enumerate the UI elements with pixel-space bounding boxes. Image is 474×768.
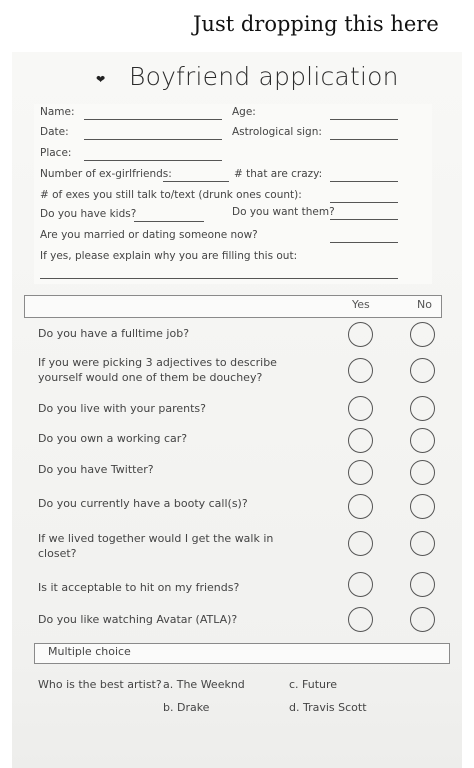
- exes-talk-label: # of exes you still talk to/text (drunk ones count):: [40, 189, 302, 201]
- closet-yes-radio[interactable]: [348, 531, 373, 556]
- question-avatar: Do you like watching Avatar (ATLA)?: [38, 613, 238, 626]
- yes-no-header-bar: [24, 295, 442, 318]
- question-live-with-parents: Do you live with your parents?: [38, 402, 206, 415]
- fulltime-job-yes-radio[interactable]: [348, 322, 373, 347]
- question-twitter: Do you have Twitter?: [38, 463, 154, 476]
- astrological-sign-line[interactable]: [330, 139, 398, 140]
- crazy-label: # that are crazy:: [234, 168, 323, 180]
- no-column-header: No: [417, 298, 432, 311]
- explain-line[interactable]: [40, 278, 398, 279]
- astrological-sign-label: Astrological sign:: [232, 126, 322, 138]
- avatar-no-radio[interactable]: [410, 607, 435, 632]
- artist-question: Who is the best artist?: [38, 678, 162, 691]
- married-label: Are you married or dating someone now?: [40, 229, 258, 241]
- place-label: Place:: [40, 147, 72, 159]
- parents-no-radio[interactable]: [410, 396, 435, 421]
- booty-call-no-radio[interactable]: [410, 494, 435, 519]
- name-line[interactable]: [84, 119, 222, 120]
- twitter-yes-radio[interactable]: [348, 460, 373, 485]
- date-label: Date:: [40, 126, 69, 138]
- multiple-choice-label: Multiple choice: [48, 645, 131, 658]
- question-walk-in-closet-line2: closet?: [38, 547, 77, 560]
- place-line[interactable]: [84, 160, 222, 161]
- question-hit-on-friends: Is it acceptable to hit on my friends?: [38, 581, 240, 594]
- twitter-no-radio[interactable]: [410, 460, 435, 485]
- car-yes-radio[interactable]: [348, 428, 373, 453]
- question-fulltime-job: Do you have a fulltime job?: [38, 327, 190, 340]
- douchey-yes-radio[interactable]: [348, 358, 373, 383]
- avatar-yes-radio[interactable]: [348, 607, 373, 632]
- closet-no-radio[interactable]: [410, 531, 435, 556]
- have-kids-label: Do you have kids?: [40, 208, 137, 220]
- married-line[interactable]: [330, 242, 398, 243]
- have-kids-line[interactable]: [134, 221, 204, 222]
- name-label: Name:: [40, 106, 75, 118]
- douchey-no-radio[interactable]: [410, 358, 435, 383]
- question-adjectives-line2: yourself would one of them be douchey?: [38, 371, 263, 384]
- question-walk-in-closet-line1: If we lived together would I get the walk in: [38, 532, 274, 545]
- yes-column-header: Yes: [352, 298, 370, 311]
- date-line[interactable]: [84, 139, 222, 140]
- parents-yes-radio[interactable]: [348, 396, 373, 421]
- form-title: Boyfriend application: [129, 62, 399, 91]
- booty-call-yes-radio[interactable]: [348, 494, 373, 519]
- fulltime-job-no-radio[interactable]: [410, 322, 435, 347]
- want-kids-label: Do you want them?: [232, 206, 335, 218]
- exes-talk-line[interactable]: [330, 202, 398, 203]
- want-kids-line[interactable]: [330, 219, 398, 220]
- option-c[interactable]: c. Future: [289, 678, 338, 691]
- age-line[interactable]: [330, 119, 398, 120]
- story-caption: Just dropping this here: [193, 12, 439, 36]
- friends-yes-radio[interactable]: [348, 572, 373, 597]
- crazy-line[interactable]: [330, 181, 398, 182]
- ex-girlfriends-label: Number of ex-girlfriends:: [40, 168, 172, 180]
- question-adjectives-line1: If you were picking 3 adjectives to describe: [38, 356, 277, 369]
- option-b[interactable]: b. Drake: [163, 701, 210, 714]
- age-label: Age:: [232, 106, 256, 118]
- question-booty-call: Do you currently have a booty call(s)?: [38, 497, 248, 510]
- ex-girlfriends-line[interactable]: [163, 181, 229, 182]
- car-no-radio[interactable]: [410, 428, 435, 453]
- friends-no-radio[interactable]: [410, 572, 435, 597]
- question-working-car: Do you own a working car?: [38, 432, 188, 445]
- option-d[interactable]: d. Travis Scott: [289, 701, 367, 714]
- option-a[interactable]: a. The Weeknd: [163, 678, 245, 691]
- heart-bullet-icon: ❤: [96, 73, 106, 86]
- explain-label: If yes, please explain why you are filling this out:: [40, 250, 298, 262]
